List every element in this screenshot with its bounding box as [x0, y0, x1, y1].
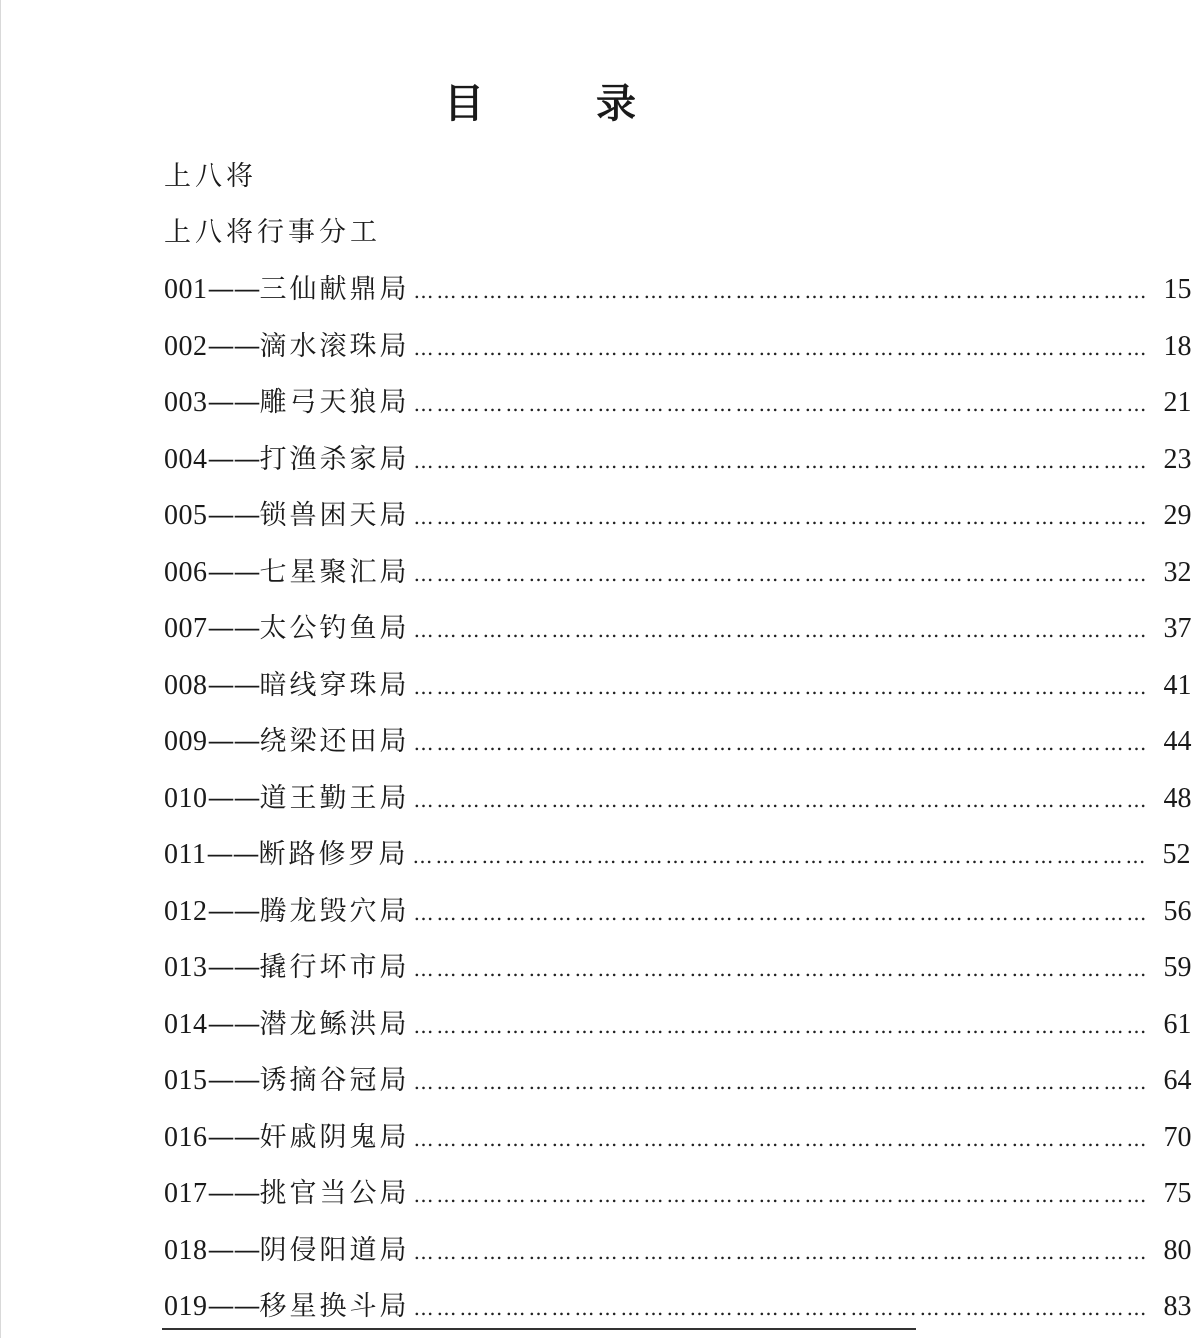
toc-entry-name: 暗线穿珠局	[259, 669, 410, 701]
toc-entry-page: 44	[1163, 726, 1192, 757]
toc-leader-dots: ……………………………………………………………………………………	[413, 1070, 1150, 1094]
toc-entry-page: 83	[1163, 1291, 1192, 1322]
toc-entry-number: 011	[164, 839, 207, 870]
toc-leader-dots: ……………………………………………………………………………………	[413, 279, 1150, 303]
toc-entry[interactable]	[164, 666, 1192, 723]
bottom-rule	[162, 1328, 916, 1330]
toc-entry-dash: ——	[207, 556, 260, 588]
page-title: 目 录	[444, 80, 672, 127]
toc-leader-dots: ……………………………………………………………………………………	[413, 448, 1150, 473]
toc-entry-dash: ——	[207, 613, 260, 644]
toc-entry-name: 滴水滚珠局	[259, 330, 410, 362]
toc-leader-dots: ……………………………………………………………………………………	[413, 505, 1150, 529]
toc-entry[interactable]	[164, 779, 1192, 836]
toc-entry-dash: ——	[207, 330, 260, 362]
toc-entry-dash: ——	[207, 1234, 260, 1266]
toc-leader-dots: ……………………………………………………………………………………	[413, 731, 1150, 755]
toc-entry-page: 18	[1163, 330, 1192, 362]
toc-entry-dash: ——	[207, 782, 260, 814]
toc-entry[interactable]	[164, 948, 1192, 1005]
toc-entry-number: 002	[164, 330, 208, 362]
toc-leader-dots: ……………………………………………………………………………………	[413, 1013, 1150, 1038]
toc-entry-dash: ——	[207, 443, 260, 475]
toc-entry[interactable]	[164, 722, 1192, 779]
toc-entry[interactable]	[164, 1005, 1192, 1062]
toc-entry-name: 太公钓鱼局	[259, 613, 410, 644]
section-heading-shang-ba-jiang: 上八将	[164, 161, 257, 192]
toc-entry-page: 37	[1163, 613, 1192, 644]
toc-leader-dots: ……………………………………………………………………………………	[413, 392, 1150, 416]
toc-entry-name: 腾龙毁穴局	[259, 895, 410, 927]
toc-entry-name: 锁兽困天局	[259, 500, 410, 531]
toc-entry-page: 48	[1163, 782, 1192, 814]
toc-leader-dots: ……………………………………………………………………………………	[413, 1126, 1150, 1151]
toc-entry-number: 008	[164, 669, 208, 701]
toc-entry-dash: ——	[207, 387, 260, 418]
toc-entry-page: 52	[1162, 839, 1191, 870]
toc-entry-page: 29	[1163, 500, 1192, 531]
toc-entry-number: 009	[164, 726, 208, 757]
toc-entry[interactable]	[164, 440, 1192, 497]
toc-entry-dash: ——	[207, 1065, 260, 1096]
toc-entry-page: 64	[1163, 1065, 1192, 1096]
toc-entry-number: 012	[164, 895, 208, 927]
toc-leader-dots: ……………………………………………………………………………………	[412, 844, 1149, 868]
toc-entry-name: 移星换斗局	[259, 1291, 410, 1322]
toc-entry-number: 001	[164, 274, 208, 305]
toc-entry-page: 61	[1163, 1008, 1192, 1040]
toc-entry-dash: ——	[207, 1291, 260, 1322]
toc-entry[interactable]	[164, 327, 1192, 384]
toc-leader-dots: ……………………………………………………………………………………	[413, 674, 1150, 699]
toc-entry-dash: ——	[207, 726, 260, 757]
toc-entry-page: 80	[1163, 1234, 1192, 1266]
toc-entry-dash: ——	[207, 895, 260, 927]
toc-entry-name: 断路修罗局	[258, 839, 409, 870]
toc-entry[interactable]	[164, 1118, 1192, 1175]
toc-entry-page: 56	[1163, 895, 1192, 927]
toc-leader-dots: ……………………………………………………………………………………	[413, 787, 1150, 812]
toc-entry-dash: ——	[206, 839, 259, 870]
toc-entry[interactable]	[164, 835, 1191, 892]
toc-entry-name: 道王勤王局	[259, 782, 410, 814]
toc-leader-dots: ……………………………………………………………………………………	[413, 957, 1150, 981]
toc-entry[interactable]	[164, 1287, 1192, 1344]
toc-entry-number: 015	[164, 1065, 208, 1096]
toc-entry-number: 013	[164, 952, 208, 983]
toc-entry[interactable]	[164, 1231, 1192, 1288]
toc-leader-dots: ……………………………………………………………………………………	[413, 1239, 1150, 1264]
toc-entry-name: 诱摘谷冠局	[259, 1065, 410, 1096]
toc-entry-dash: ——	[207, 952, 260, 983]
toc-entry-number: 010	[164, 782, 208, 814]
toc-entry-name: 雕弓天狼局	[259, 387, 410, 418]
toc-entry[interactable]	[164, 609, 1192, 666]
toc-entry-number: 005	[164, 500, 208, 531]
toc-entry[interactable]	[164, 496, 1192, 553]
toc-leader-dots: ……………………………………………………………………………………	[413, 1183, 1150, 1207]
toc-entry-number: 019	[164, 1291, 208, 1322]
toc-entry-dash: ——	[207, 1178, 260, 1209]
page-edge	[0, 0, 1, 1338]
toc-entry-number: 017	[164, 1178, 208, 1209]
toc-entry[interactable]	[164, 383, 1192, 440]
toc-entry-number: 003	[164, 387, 208, 418]
toc-leader-dots: ……………………………………………………………………………………	[413, 335, 1150, 360]
toc-entry-number: 016	[164, 1121, 208, 1153]
toc-entry-name: 挑官当公局	[259, 1178, 410, 1209]
toc-entry[interactable]	[164, 892, 1192, 949]
toc-entry-number: 007	[164, 613, 208, 644]
toc-leader-dots: ……………………………………………………………………………………	[413, 561, 1150, 586]
toc-entry[interactable]	[164, 1174, 1192, 1231]
toc-entry-name: 阴侵阳道局	[259, 1234, 410, 1266]
toc-entry-number: 018	[164, 1234, 208, 1266]
toc-entry-page: 70	[1163, 1121, 1192, 1153]
toc-entry-number: 004	[164, 443, 208, 475]
toc-entry-dash: ——	[207, 500, 260, 531]
toc-entry-page: 41	[1163, 669, 1192, 701]
toc-leader-dots: ……………………………………………………………………………………	[413, 1296, 1150, 1320]
toc-leader-dots: ……………………………………………………………………………………	[413, 618, 1150, 642]
toc-entry-dash: ——	[207, 274, 260, 305]
toc-leader-dots: ……………………………………………………………………………………	[413, 900, 1150, 925]
table-of-contents	[164, 270, 1192, 1344]
toc-entry-dash: ——	[207, 1008, 260, 1040]
toc-entry[interactable]	[164, 553, 1192, 610]
toc-entry-name: 奸戚阴鬼局	[259, 1121, 410, 1153]
toc-entry[interactable]	[164, 270, 1192, 327]
toc-entry-page: 21	[1163, 387, 1192, 418]
toc-entry-page: 23	[1163, 443, 1192, 475]
toc-entry-name: 绕梁还田局	[259, 726, 410, 757]
toc-entry-name: 打渔杀家局	[259, 443, 410, 475]
toc-entry-name: 撬行坏市局	[259, 952, 410, 983]
toc-entry-dash: ——	[207, 1121, 260, 1153]
toc-entry-name: 三仙献鼎局	[259, 274, 410, 305]
toc-entry-name: 潜龙鲧洪局	[259, 1008, 410, 1040]
toc-entry-page: 59	[1163, 952, 1192, 983]
toc-entry[interactable]	[164, 1061, 1192, 1118]
toc-entry-dash: ——	[207, 669, 260, 701]
toc-entry-page: 15	[1163, 274, 1192, 305]
toc-entry-name: 七星聚汇局	[259, 556, 410, 588]
section-heading-division-of-work: 上八将行事分工	[164, 217, 381, 248]
toc-entry-page: 32	[1163, 556, 1192, 588]
toc-entry-page: 75	[1163, 1178, 1192, 1209]
toc-entry-number: 014	[164, 1008, 208, 1040]
toc-entry-number: 006	[164, 556, 208, 588]
